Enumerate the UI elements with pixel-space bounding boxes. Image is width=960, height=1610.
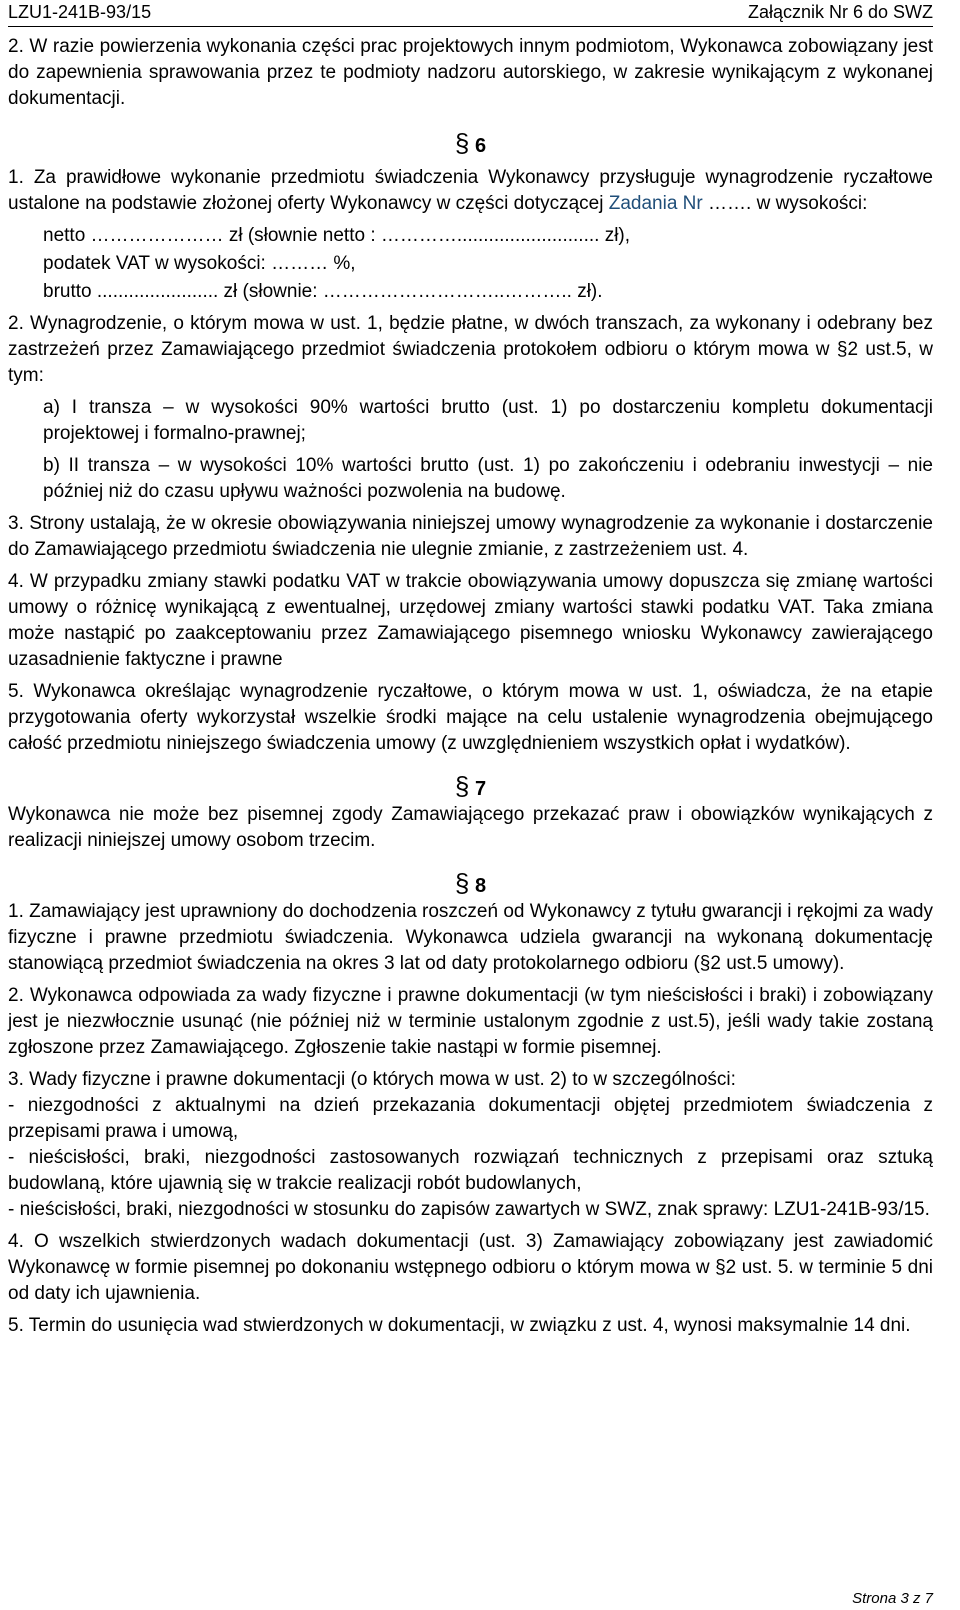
paragraph-s7: Wykonawca nie może bez pisemnej zgody Zamawiającego przekazać praw i obowiązków wynikających z realizacji niniejszej umowy osobom trzecim. <box>8 804 933 851</box>
section-heading-6 <box>8 130 933 159</box>
paragraph-s8-3-item-1: - niezgodności z aktualnymi na dzień przekazania dokumentacji objętej przedmiotem świadczenia z przepisami prawa i umową, <box>8 1095 933 1142</box>
section-symbol: § <box>454 128 470 158</box>
paragraph-s6-1 <box>8 165 933 217</box>
document-body <box>8 34 933 1339</box>
paragraph-s6-1-text: 1. Za prawidłowe wykonanie przedmiotu świadczenia Wykonawcy przysługuje wynagrodzenie ryczałtowe ustalone na podstawie złożonej oferty Wykonawcy w części dotyczącej <box>8 167 933 214</box>
task-number-link: Zadania Nr <box>608 193 703 214</box>
section-number: 6 <box>474 135 487 157</box>
netto-line: netto ………………… zł (słownie netto : …………........................... zł), <box>43 225 631 246</box>
section-number: 7 <box>474 778 487 800</box>
section-symbol: § <box>454 771 470 801</box>
section-symbol: § <box>454 868 470 898</box>
header-case-number: LZU1-241B-93/15 <box>8 2 152 22</box>
paragraph-s6-4: 4. W przypadku zmiany stawki podatku VAT w trakcie obowiązywania umowy dopuszcza się zmianę wartości umowy o różnicę wynikającą z ewentualnej, urzędowej zmiany wartości stawki podatku VAT. Taka zmiana może nastąpić po zaakceptowaniu przez Zamawiającego pisemnego wniosku Wykonawcy zawierającego uzasadnienie faktyczne i prawne <box>8 571 933 670</box>
section-heading-7 <box>8 773 933 802</box>
paragraph-s6-3: 3. Strony ustalają, że w okresie obowiązywania niniejszej umowy wynagrodzenie za wykonanie i dostarczenie do Zamawiającego przedmiotu świadczenia nie ulegnie zmianie, z zastrzeżeniem ust. 4. <box>8 513 933 560</box>
page-number: Strona 3 z 7 <box>852 1590 933 1607</box>
header-attachment: Załącznik Nr 6 do SWZ <box>747 2 933 22</box>
vat-line: podatek VAT w wysokości: ……… %, <box>43 253 356 274</box>
paragraph-s8-1: 1. Zamawiający jest uprawniony do dochodzenia roszczeń od Wykonawcy z tytułu gwarancji i rękojmi za wady fizyczne i prawne przedmiotu świadczenia. Wykonawca udziela gwarancji na wykonaną dokumentację stanowiącą przedmiot świadczenia na okres 3 lat od daty protokolarnego odbioru (§2 ust.5 umowy). <box>8 901 933 974</box>
paragraph-s6-1-tail: ……. w wysokości: <box>702 193 868 214</box>
paragraph-s6-2b: b) II transza – w wysokości 10% wartości brutto (ust. 1) po zakończeniu i odebraniu inwestycji – nie później niż do czasu upływu ważności pozwolenia na budowę. <box>43 455 933 502</box>
section-number: 8 <box>474 875 487 897</box>
paragraph-s8-2: 2. Wykonawca odpowiada za wady fizyczne i prawne dokumentacji (w tym nieścisłości i braki) i zobowiązany jest je niezwłocznie usunąć (nie później niż w terminie ustalonym zgodnie z ust.5), jeśli wady takie zostaną zgłoszone przez Zamawiającego. Zgłoszenie takie nastąpi w formie pisemnej. <box>8 985 933 1058</box>
paragraph-s8-5: 5. Termin do usunięcia wad stwierdzonych w dokumentacji, w związku z ust. 4, wynosi maksymalnie 14 dni. <box>8 1315 911 1336</box>
paragraph-s8-3-item-3: - nieścisłości, braki, niezgodności w stosunku do zapisów zawartych w SWZ, znak sprawy: LZU1-241B-93/15. <box>8 1199 930 1220</box>
paragraph-s6-2: 2. Wynagrodzenie, o którym mowa w ust. 1, będzie płatne, w dwóch transzach, za wykonany i odebrany bez zastrzeżeń przez Zamawiającego przedmiot świadczenia protokołem odbioru o którym mowa w §2 ust.5, w tym: <box>8 313 933 386</box>
paragraph-s8-4: 4. O wszelkich stwierdzonych wadach dokumentacji (ust. 3) Zamawiający zobowiązany jest zawiadomić Wykonawcę w formie pisemnej po dokonaniu wstępnego odbioru o którym mowa w §2 ust. 5. w terminie 5 dni od daty ich ujawnienia. <box>8 1231 933 1304</box>
paragraph-s6-5: 5. Wykonawca określając wynagrodzenie ryczałtowe, o którym mowa w ust. 1, oświadcza, że na etapie przygotowania oferty wykorzystał wszelkie środki mające na celu ustalenie wynagrodzenia obejmującego całość przedmiotu niniejszego świadczenia umowy (z uwzględnieniem wszystkich opłat i wydatków). <box>8 681 933 754</box>
page-header <box>8 0 933 27</box>
paragraph-s8-3: 3. Wady fizyczne i prawne dokumentacji (o których mowa w ust. 2) to w szczególności: <box>8 1069 736 1090</box>
brutto-line: brutto ....................... zł (słownie: ………………………..……….. zł). <box>43 281 603 302</box>
paragraph-s5-2: 2. W razie powierzenia wykonania części prac projektowych innym podmiotom, Wykonawca zobowiązany jest do zapewnienia sprawowania przez te podmioty nadzoru autorskiego, w zakresie wynikającym z wykonanej dokumentacji. <box>8 36 933 109</box>
section-heading-8 <box>8 870 933 899</box>
paragraph-s6-2a: a) I transza – w wysokości 90% wartości brutto (ust. 1) po dostarczeniu kompletu dokumentacji projektowej i formalno-prawnej; <box>43 397 933 444</box>
paragraph-s8-3-item-2: - nieścisłości, braki, niezgodności zastosowanych rozwiązań technicznych z przepisami oraz sztuką budowlaną, które ujawnią się w trakcie realizacji robót budowlanych, <box>8 1147 933 1194</box>
